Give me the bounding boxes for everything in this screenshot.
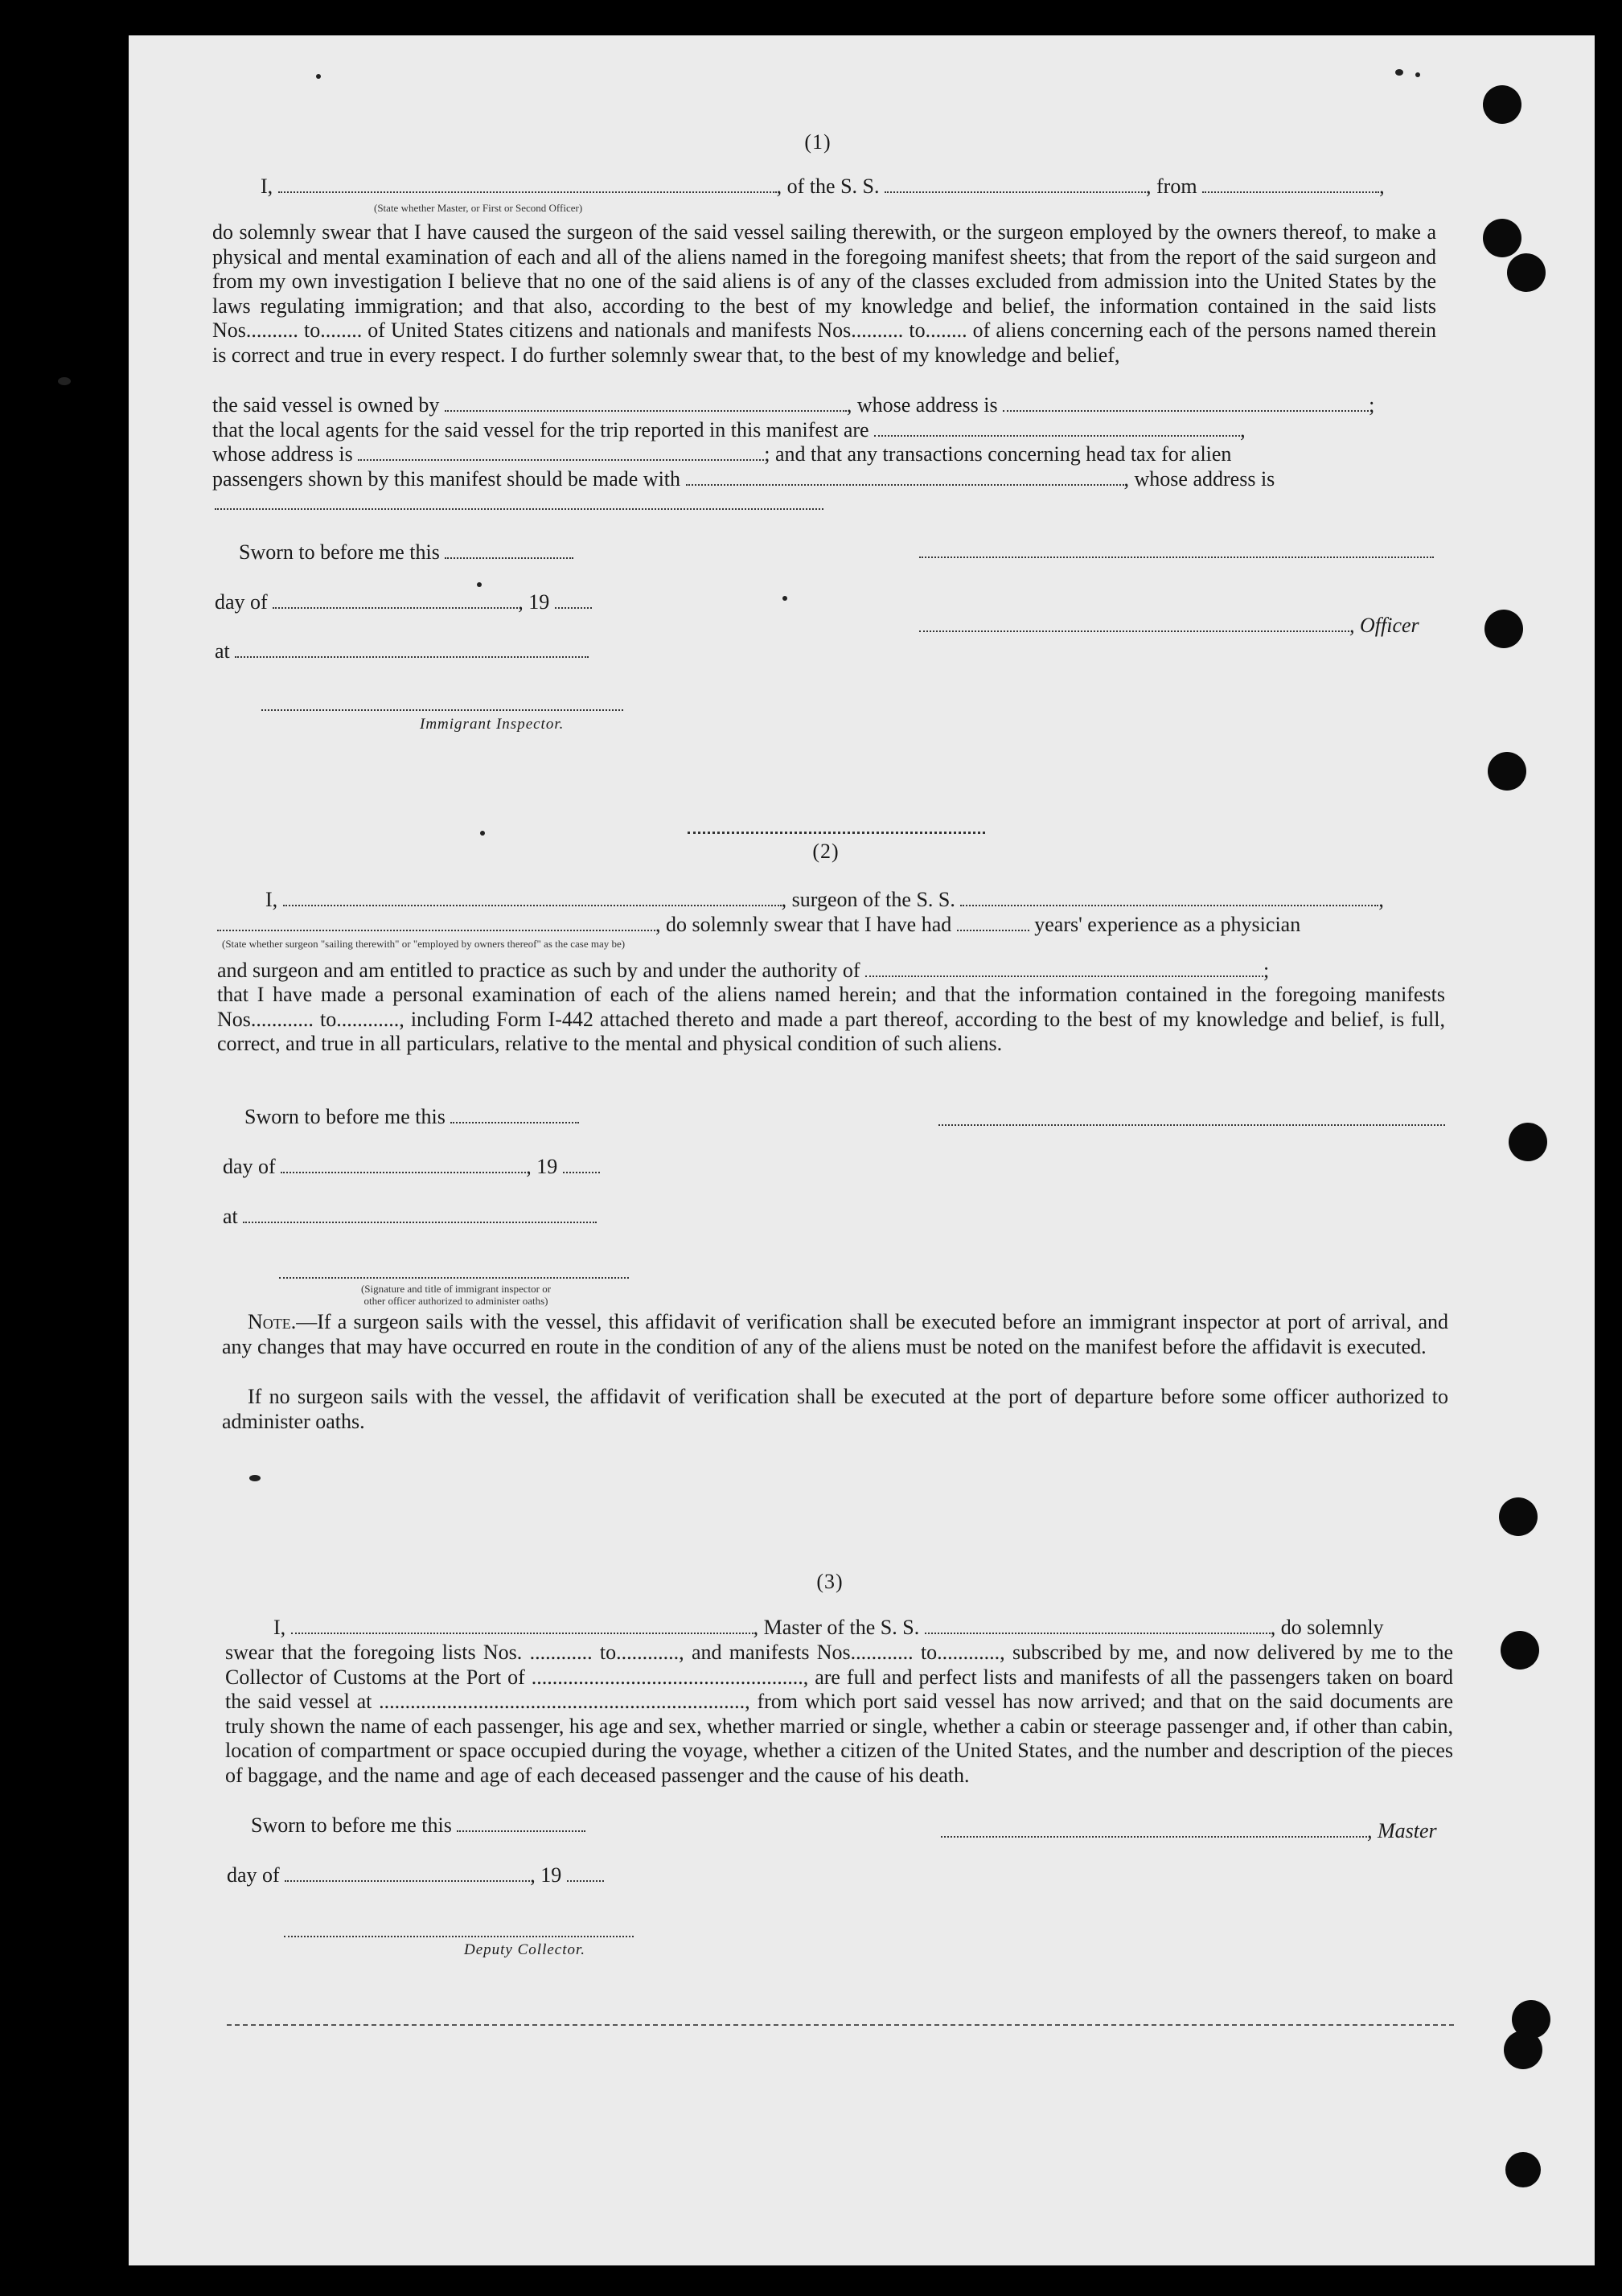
punch-hole (1505, 2152, 1541, 2187)
scan-speck (1415, 72, 1420, 77)
s3-master-field[interactable] (941, 1822, 1367, 1838)
s1-headtax-field[interactable] (686, 470, 1124, 486)
s2-signature-line[interactable] (938, 1124, 1445, 1126)
s3-sworn-line: Sworn to before me this (251, 1813, 585, 1838)
s2-type-note: (State whether surgeon "sailing therewith" or "employed by owners thereof" as the case may be) (222, 938, 626, 950)
punch-hole (1507, 253, 1546, 292)
punch-hole (1499, 1497, 1538, 1536)
scan-speck (58, 377, 71, 385)
s1-sworn-date-field[interactable] (445, 543, 573, 559)
s2-at-line: at (223, 1205, 597, 1229)
section-1-heading: (1) (804, 130, 832, 154)
s2-year-field[interactable] (563, 1157, 600, 1173)
s1-inspector-label: Immigrant Inspector. (420, 716, 565, 733)
s1-address-rule[interactable] (215, 508, 823, 510)
s1-officer-line: , Officer (919, 614, 1419, 638)
s3-name-field[interactable] (291, 1618, 754, 1634)
punch-hole (1483, 85, 1521, 124)
s1-inspector-signature[interactable] (261, 709, 623, 711)
s1-at-line: at (215, 639, 589, 663)
s3-vessel-field[interactable] (925, 1618, 1271, 1634)
s3-day-field[interactable] (285, 1866, 530, 1882)
s3-collector-signature[interactable] (284, 1936, 634, 1937)
s1-from-field[interactable] (1202, 177, 1379, 193)
scan-speck (477, 582, 482, 587)
bottom-rule (227, 2024, 1454, 2026)
s2-line2: , do solemnly swear that I have had years' experience as a physician (217, 913, 1300, 937)
s2-name-field[interactable] (283, 890, 782, 906)
s1-officer-field[interactable] (919, 616, 1349, 632)
s2-years-field[interactable] (957, 915, 1029, 931)
s1-agents-field[interactable] (874, 421, 1240, 437)
s2-note-2: If no surgeon sails with the vessel, the affidavit of verification shall be executed at the port of departure before some officer authorized to administer oaths. (222, 1385, 1448, 1433)
s1-day-field[interactable] (273, 593, 518, 609)
s1-sworn-line: Sworn to before me this (239, 540, 573, 565)
s3-collector-label: Deputy Collector. (464, 1941, 586, 1958)
s1-body: do solemnly swear that I have caused the surgeon of the said vessel sailing therewith, or the surgeon employed by the owners thereof, to make a physical and mental examination of each and all of the aliens named in the foregoing manifest sheets; that from the report of the said surgeon and from my own investigation I believe that no one of the said aliens is of any of the classes excluded from admission into the United States by the laws regulating immigration; and that also, according to the best of my knowledge and belief, the information contained in the said lists Nos.......... to........ of United States citizens and nationals and manifests Nos.......... to........ of aliens concerning each of the persons named therein is correct and true in every respect. I do further solemnly swear that, to the best of my knowledge and belief, (212, 220, 1436, 367)
scan-speck (1395, 69, 1403, 76)
s2-note-1: Note.—If a surgeon sails with the vessel, this affidavit of verification shall be executed before an immigrant inspector at port of arrival, and any changes that may have occurred en route in the condition of any of the aliens must be noted on the manifest before the affidavit is executed. (222, 1310, 1448, 1358)
s1-name-note: (State whether Master, or First or Second Officer) (374, 202, 583, 214)
s3-body: swear that the foregoing lists Nos. ............ to............, and manifests Nos............ to............, subscribed by me, and now delivered by me to the Collector of Customs at the Port of ...................................................., are full and perfect lists and manifests of all the passengers taken on board the said vessel at ......................................................................, from which port said vessel has now arrived; and that on the said documents are truly shown the name of each passenger, his age and sex, whether married or single, whether a cabin or steerage passenger and, if other than cabin, location of compartment or space occupied during the voyage, whether a citizen of the United States, and the number and description of the pieces of baggage, and the name and age of each deceased passenger and the cause of his death. (225, 1641, 1453, 1787)
s2-day-field[interactable] (281, 1157, 526, 1173)
s3-line1: I, , Master of the S. S. , do solemnly (273, 1616, 1384, 1639)
s2-sworn-line: Sworn to before me this (244, 1105, 579, 1129)
scan-speck (249, 1475, 261, 1481)
form-sheet (129, 35, 1595, 2265)
s1-at-field[interactable] (235, 642, 589, 658)
s2-body: that I have made a personal examination of each of the aliens named herein; and that the information contained in the foregoing manifests Nos............ to............, including Form I-442 attached thereto and made a part thereof, according to the best of my knowledge and belief, is full, correct, and true in all particulars, relative to the mental and physical condition of such aliens. (217, 983, 1445, 1055)
s1-vessel-field[interactable] (885, 177, 1146, 193)
s2-sworn-date-field[interactable] (450, 1107, 579, 1123)
s1-whose-line: whose address is ; and that any transactions concerning head tax for alien (212, 442, 1232, 466)
punch-hole (1504, 2031, 1542, 2069)
scan-speck (316, 74, 321, 79)
s1-owner-address-field[interactable] (1003, 396, 1369, 412)
section-divider (688, 832, 985, 834)
scan-speck (782, 596, 787, 601)
s1-passengers-line: passengers shown by this manifest should be made with , whose address is (212, 467, 1275, 491)
s2-line1: I, , surgeon of the S. S. , (265, 888, 1384, 911)
s1-line1: I, , of the S. S. , from , (261, 175, 1385, 198)
s2-vessel-field[interactable] (960, 890, 1378, 906)
punch-hole (1501, 1631, 1539, 1670)
s2-signer-note-2: other officer authorized to administer oaths) (363, 1295, 548, 1307)
s1-signature-line[interactable] (919, 557, 1434, 558)
s1-day-line: day of , 19 (215, 590, 592, 614)
scan-speck (480, 831, 485, 836)
s1-name-field[interactable] (278, 177, 777, 193)
punch-hole (1488, 752, 1526, 791)
punch-hole (1484, 610, 1523, 648)
s1-agents-address-field[interactable] (358, 445, 764, 461)
s1-year-field[interactable] (555, 593, 592, 609)
s2-day-line: day of , 19 (223, 1155, 600, 1179)
s2-signer-note-1: (Signature and title of immigrant inspector or (360, 1283, 552, 1295)
s3-master-line: , Master (941, 1819, 1437, 1843)
s1-owner-field[interactable] (445, 396, 847, 412)
s3-sworn-date-field[interactable] (457, 1816, 585, 1832)
s1-agents-line: that the local agents for the said vessel for the trip reported in this manifest are , (212, 418, 1246, 442)
s2-at-field[interactable] (243, 1207, 597, 1223)
section-2-heading: (2) (812, 840, 840, 863)
punch-hole (1483, 219, 1521, 257)
s2-officer-signature[interactable] (279, 1277, 629, 1279)
s2-line3: and surgeon and am entitled to practice as such by and under the authority of ; (217, 959, 1270, 982)
section-3-heading: (3) (816, 1570, 844, 1593)
punch-hole (1509, 1123, 1547, 1161)
s3-day-line: day of , 19 (227, 1863, 604, 1887)
s1-owned-line: the said vessel is owned by , whose address is ; (212, 393, 1375, 417)
s3-year-field[interactable] (567, 1866, 604, 1882)
s2-type-field[interactable] (217, 915, 655, 931)
s2-authority-field[interactable] (865, 961, 1263, 977)
